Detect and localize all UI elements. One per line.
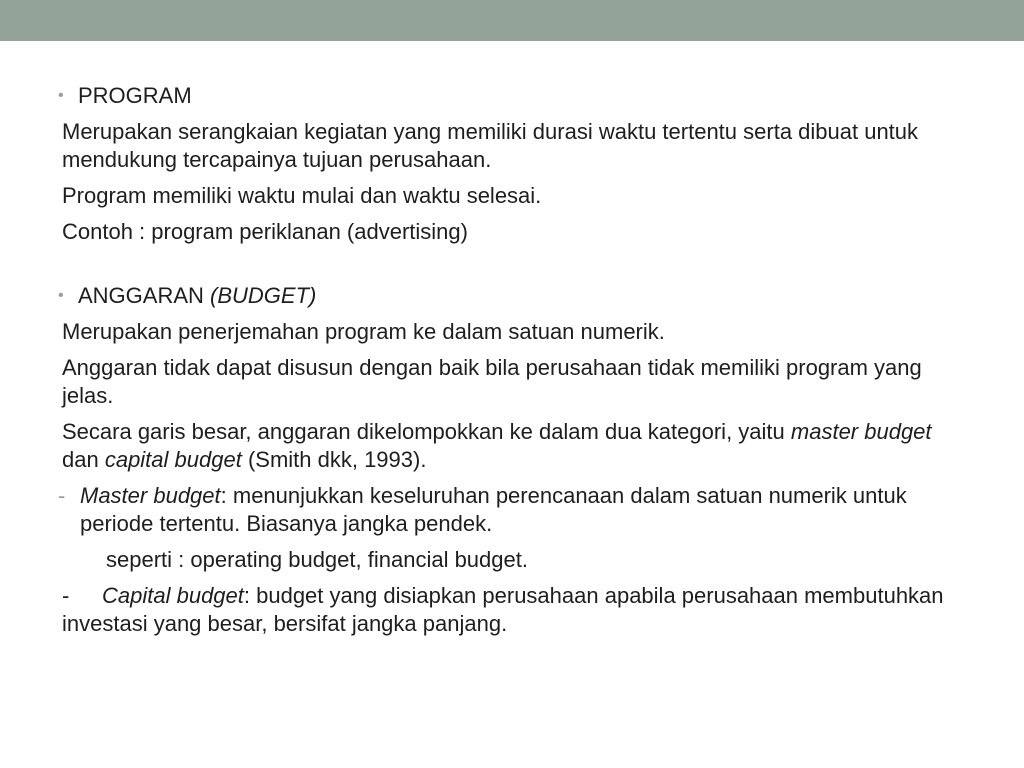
anggaran-requirement: Anggaran tidak dapat disusun dengan baik bila perusahaan tidak memiliki program yang jelas. bbox=[62, 355, 922, 408]
anggaran-categories bbox=[62, 418, 972, 474]
capital-budget-item bbox=[62, 582, 972, 638]
categories-text-c: dan bbox=[62, 447, 105, 472]
program-time: Program memiliki waktu mulai dan waktu selesai. bbox=[62, 183, 542, 208]
categories-citation: (Smith dkk, 1993). bbox=[241, 447, 427, 472]
categories-text-a: Secara garis besar, anggaran dikelompokkan ke dalam dua kategori, yaitu bbox=[62, 419, 791, 444]
bullet-icon: • bbox=[58, 287, 64, 304]
header-band bbox=[0, 0, 1024, 41]
master-budget-item bbox=[58, 482, 972, 538]
spacer bbox=[62, 254, 972, 282]
slide-content bbox=[58, 82, 972, 646]
bullet-icon: • bbox=[58, 87, 64, 104]
anggaran-heading-text: ANGGARAN bbox=[78, 283, 211, 308]
anggaran-heading-italic: (BUDGET) bbox=[210, 283, 317, 308]
master-budget-term: Master budget bbox=[80, 483, 221, 508]
program-definition: Merupakan serangkaian kegiatan yang memiliki durasi waktu tertentu serta dibuat untuk mendukung tercapainya tujuan perusahaan. bbox=[62, 119, 919, 172]
master-budget-example: seperti : operating budget, financial budget. bbox=[106, 547, 528, 572]
dash-icon: - bbox=[58, 483, 66, 508]
master-budget-text: : menunjukkan keseluruhan perencanaan dalam satuan numerik untuk periode tertentu. Biasanya jangka pendek. bbox=[80, 483, 907, 536]
categories-master-budget: master budget bbox=[790, 419, 932, 444]
program-example: Contoh : program periklanan (advertising) bbox=[62, 219, 468, 244]
categories-capital-budget: capital budget bbox=[104, 447, 242, 472]
capital-budget-term: Capital budget bbox=[102, 583, 244, 608]
section-anggaran-heading bbox=[58, 282, 972, 310]
capital-budget-text: : budget yang disiapkan perusahaan apabila perusahaan membutuhkan investasi yang besar, bersifat jangka panjang. bbox=[62, 583, 944, 636]
section-program-heading bbox=[58, 82, 972, 110]
dash-icon: - bbox=[62, 583, 70, 608]
anggaran-definition: Merupakan penerjemahan program ke dalam satuan numerik. bbox=[62, 319, 665, 344]
program-heading-text: PROGRAM bbox=[78, 83, 192, 108]
